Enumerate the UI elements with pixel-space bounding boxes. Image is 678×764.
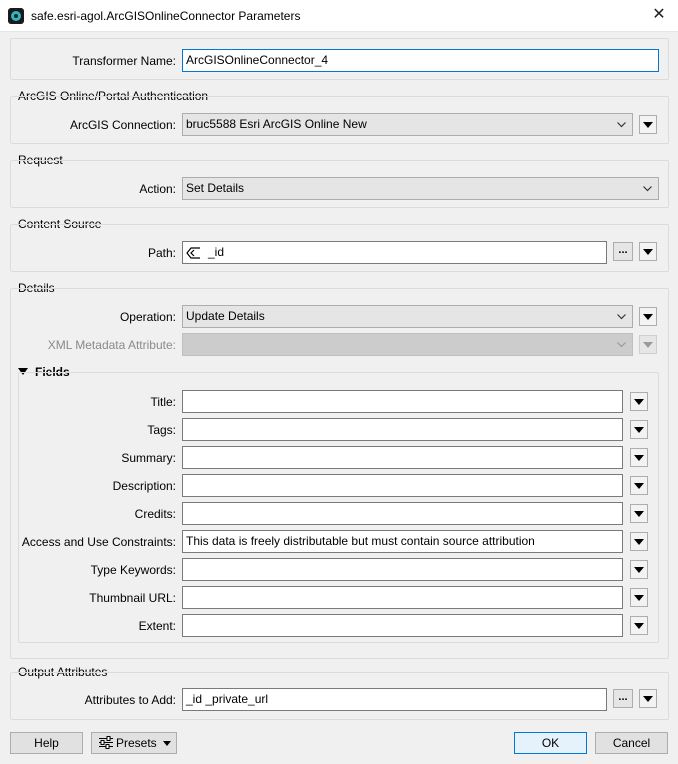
credits-label: Credits: [134,507,176,521]
arcgis-connection-select[interactable] [182,113,633,136]
chevron-down-icon [643,184,652,193]
auth-group-label: ArcGIS Online/Portal Authentication [18,89,209,103]
thumbnail-url-menu-button[interactable] [630,588,648,607]
window-title: safe.esri-agol.ArcGISOnlineConnector Parameters [31,9,301,23]
description-label: Description: [112,479,176,493]
tags-input[interactable] [182,418,623,441]
arcgis-connection-menu-button[interactable] [639,115,657,134]
arcgis-connection-label: ArcGIS Connection: [69,118,176,132]
thumbnail-url-input[interactable] [182,586,623,609]
sliders-icon [98,736,114,749]
xml-metadata-menu-button[interactable] [639,335,657,354]
ok-button[interactable]: OK [514,732,587,754]
operation-select[interactable] [182,305,633,328]
type-keywords-menu-button[interactable] [630,560,648,579]
presets-dropdown-icon [163,741,171,746]
path-label: Path: [147,246,176,260]
access-constraints-menu-button[interactable] [630,532,648,551]
chevron-down-icon [617,340,626,349]
content-source-group-label: Content Source [18,217,102,231]
path-menu-button[interactable] [639,242,657,261]
presets-button[interactable] [91,732,177,754]
description-menu-button[interactable] [630,476,648,495]
title-bar [0,0,678,32]
action-label: Action: [139,182,176,196]
help-button[interactable]: Help [10,732,83,754]
request-group-label: Request [18,153,63,167]
attributes-to-add-label: Attributes to Add: [84,693,176,707]
path-input[interactable] [182,241,607,264]
chevron-down-icon [617,312,626,321]
attributes-menu-button[interactable] [639,689,657,708]
output-group-label: Output Attributes [18,665,108,679]
extent-menu-button[interactable] [630,616,648,635]
title-input[interactable] [182,390,623,413]
tags-label: Tags: [147,423,176,437]
operation-menu-button[interactable] [639,307,657,326]
attribute-value-icon [186,247,202,259]
operation-label: Operation: [119,310,176,324]
access-constraints-label: Access and Use Constraints: [21,535,176,549]
xml-metadata-select[interactable] [182,333,633,356]
tags-menu-button[interactable] [630,420,648,439]
action-select[interactable] [182,177,659,200]
cancel-button[interactable]: Cancel [595,732,668,754]
access-constraints-input[interactable]: This data is freely distributable but must contain source attribution [182,530,623,553]
arcgis-connection-value: bruc5588 Esri ArcGIS Online New [186,117,367,131]
summary-menu-button[interactable] [630,448,648,467]
presets-label: Presets [116,736,157,750]
details-group-label: Details [18,281,55,295]
app-icon [8,8,24,24]
attributes-to-add-input[interactable]: _id _private_url [182,688,607,711]
path-value: _id [208,245,225,259]
thumbnail-url-label: Thumbnail URL: [89,591,176,605]
action-value: Set Details [186,181,245,195]
close-button[interactable]: ✕ [652,6,666,23]
operation-value: Update Details [186,309,265,323]
credits-menu-button[interactable] [630,504,648,523]
type-keywords-label: Type Keywords: [90,563,176,577]
extent-input[interactable] [182,614,623,637]
summary-label: Summary: [121,451,176,465]
path-browse-button[interactable]: ... [613,242,633,261]
xml-metadata-label: XML Metadata Attribute: [47,338,176,352]
transformer-name-input[interactable]: ArcGISOnlineConnector_4 [182,49,659,72]
fields-header-label: Fields [35,365,70,379]
title-menu-button[interactable] [630,392,648,411]
extent-label: Extent: [138,619,176,633]
credits-input[interactable] [182,502,623,525]
title-label: Title: [150,395,176,409]
summary-input[interactable] [182,446,623,469]
attributes-browse-button[interactable]: ... [613,689,633,708]
description-input[interactable] [182,474,623,497]
transformer-name-label: Transformer Name: [72,54,176,68]
type-keywords-input[interactable] [182,558,623,581]
chevron-down-icon [617,120,626,129]
